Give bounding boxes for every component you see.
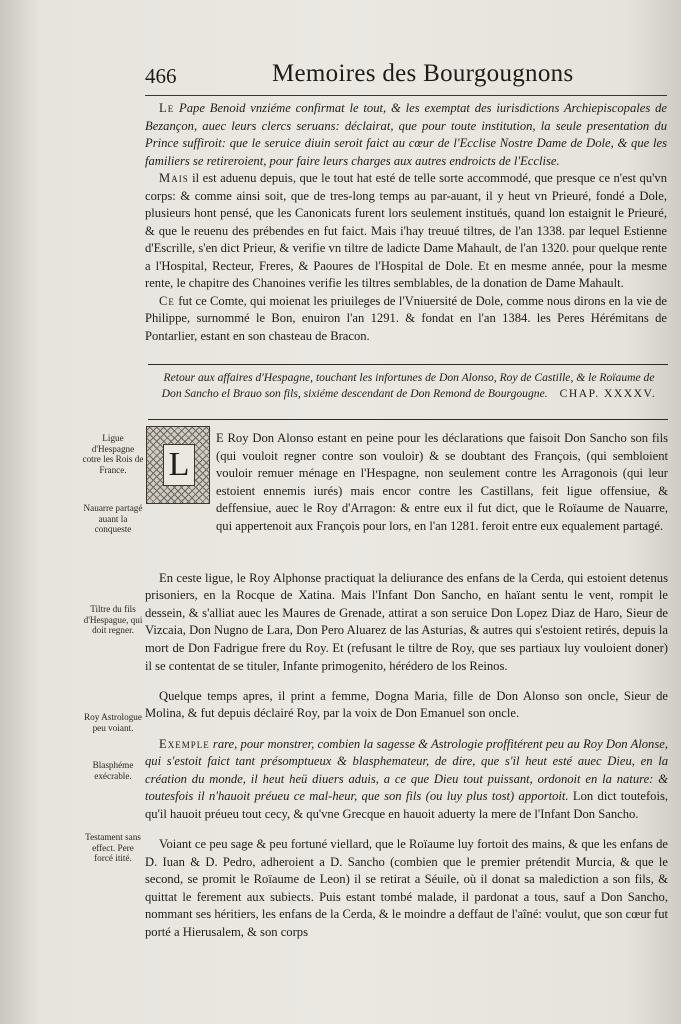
paragraph-universite: Ce fut ce Comte, qui moienat les priuileges de l'Vniuersité de Dole, comme nous dirons en la vie de Philippe, surnommé le Bon, enuiron l'an 1291. & fondat en l'an 1384. les Peres Hérémitans de Pontarlier, estant en son chasteau de Bracon. bbox=[145, 293, 667, 343]
chapter-rule-top bbox=[148, 364, 668, 365]
chapter-number: CHAP. XXXXV. bbox=[559, 386, 657, 400]
margin-note-blaspheme: Blasphéme exécrable. bbox=[92, 760, 134, 781]
page-header bbox=[145, 60, 665, 94]
chapter-rule-bottom bbox=[148, 419, 668, 420]
dropcap-letter: L bbox=[163, 444, 195, 486]
chapter-heading: Retour aux affaires d'Hespagne, touchant les infortunes de Don Alonso, Roy de Castille, & le Roïaume de Don Sancho el Brauo son fils, sixiéme descendant de Don Remond de Bourgougne. CHAP. XXXXV. bbox=[161, 371, 657, 400]
running-title: Memoires des Bourgougnons bbox=[272, 60, 574, 87]
margin-note-astrologue: Roy Astrologue peu voiant. bbox=[84, 712, 142, 733]
paragraph-alonso: E Roy Don Alonso estant en peine pour les déclarations que faisoit Don Sancho son fils (qui vouloit regner contre son vouloir) & se doubtant des François, (qui sembloient vouloir remuer ménage en l'Hespagne, non seulement contre les Arragonois (qui leur estoient ennemis iurés) mais encor contre les Castillans, feit ligue offensiue, & deffensiue, auec le Roy d'Arragon: & entre eux il fut dict, que le Roïaume de Nauarre, qui appertenoit aux François pour lors, en l'an 1281. feroit entre eux equalement partagé. bbox=[216, 431, 668, 533]
paragraph-mariage: Quelque temps apres, il print a femme, Dogna Maria, fille de Don Alonso son oncle, Sieur de Molina, & fut depuis déclairé Roy, par la voix de Don Emanuel son oncle. bbox=[145, 688, 668, 721]
top-paragraphs bbox=[145, 100, 667, 345]
paragraph-exemple: Exemple rare, pour monstrer, combien la sagesse & Astrologie proffitérent peu au Roy Don Alonse, qui s'estoit faict tant présomptueux & blasphemateur, de dire, que s'il heut esté auec Dieu, en la création du monde, il heut heü diuers aduis, a ce que Dieu tout puissant, ordonoit en la nature: & toutesfois il n'hauoit préueu ce mal-heur, que son fils (ou luy plus tost) apportoit. Lon dict toutefois, qu'il hauoit préueu tout cecy, & qu'vne Grecque en hauoit aduerty la mere de l'Infant Don Sancho. bbox=[145, 736, 668, 821]
page-number: 466 bbox=[145, 64, 177, 88]
paragraph-prieure: Mais il est aduenu depuis, que le tout hat esté de telle sorte accommodé, que presque ce n'est qu'vn corps: & comme ainsi soit, que de tres-long temps au par-auant, il y heut vn Prieuré, fondé a Dole, plusieurs hont pensé, que les Canonicats furent lors seulement institués, quand lon estaignit le Prieuré, & que le reuenu des prébendes en fut faict. Mais i'hay treuué tiltres, de l'an 1338. par lequel Estienne d'Escrille, s'en dict Prieur, & verifie vn tiltre de ladicte Dame Mahault, de l'an 1320. pour quelque rente a l'Hospital, Recteur, Freres, & Paoures de l'Hospital de Dole. Et en mesme année, pour la mesme rente, le chapitre des Chanoines verifie les tiltres semblables, de la donation de Dame Mahault. bbox=[145, 171, 667, 290]
margin-note-ligue: Ligue d'Hespagne cotre les Rois de France. bbox=[82, 433, 144, 475]
paragraph-ligue: En ceste ligue, le Roy Alphonse practiquat la deliurance des enfans de la Cerda, qui estoient detenus prisoniers, en la Rocque de Xatina. Mais l'Infant Don Sancho, en haïant sentu le vent, rompit le dessein, & s'alliat auec les Maures de Grenade, attirat a son seruice Don Lopez Diaz de Haro, Sieur de Vizcaia, Don Nugno de Lara, Don Pero Aluarez de las Asturias, & autres qui s'estoient retirés, depuis la mort de Don Fadrigue frere du Roy. Et (refusant le tiltre de Roy, que ses partiaux luy vouloient doner) il se contentat de se tituler, Infante primogenito, hérédero de los Reinos. bbox=[145, 570, 668, 673]
margin-note-tiltre: Tiltre du fils d'Hespague, qui doit regner. bbox=[83, 604, 143, 635]
header-rule bbox=[145, 95, 667, 96]
margin-note-nauarre: Nauarre partagé auant la conqueste bbox=[83, 503, 143, 534]
chapter-body bbox=[145, 557, 668, 954]
paragraph-benoit: Le Pape Benoid vnziéme confirmat le tout, & les exemptat des iurisdictions Archiepiscopales de Bezançon, auec leurs clercs seruans: déclairat, que pour toute institution, la seule presentation du Prince suffiroit: que le seruice diuin seroit faict au cœur de l'Ecclise Nostre Dame de Dole, & que les familiers se retireroient, pour faire leurs charges aux autres endroicts de l'Ecclise. bbox=[145, 101, 667, 168]
paragraph-testament: Voiant ce peu sage & peu fortuné viellard, que le Roïaume luy fortoit des mains, & que les enfans de D. Iuan & D. Pedro, adheroient a D. Sancho (combien que le premier prétendit Murcia, & que le second, se promit le Roïaume de Leon) il se retirat a Séuile, où il donat sa malediction a son fils, & quittat le ferement aux subiects. Puis estant tombé malade, il pardonat a tous, sauf a Don Sancho, nommant ses héritiers, les enfans de la Cerda, & le moindre a deffaut de l'aîné: voulut, que son cœur fut porté a Hierusalem, & son corps bbox=[145, 837, 668, 940]
ornamental-dropcap bbox=[146, 426, 210, 504]
margin-note-testament: Testament sans effect. Pere forcé itité. bbox=[85, 832, 141, 863]
